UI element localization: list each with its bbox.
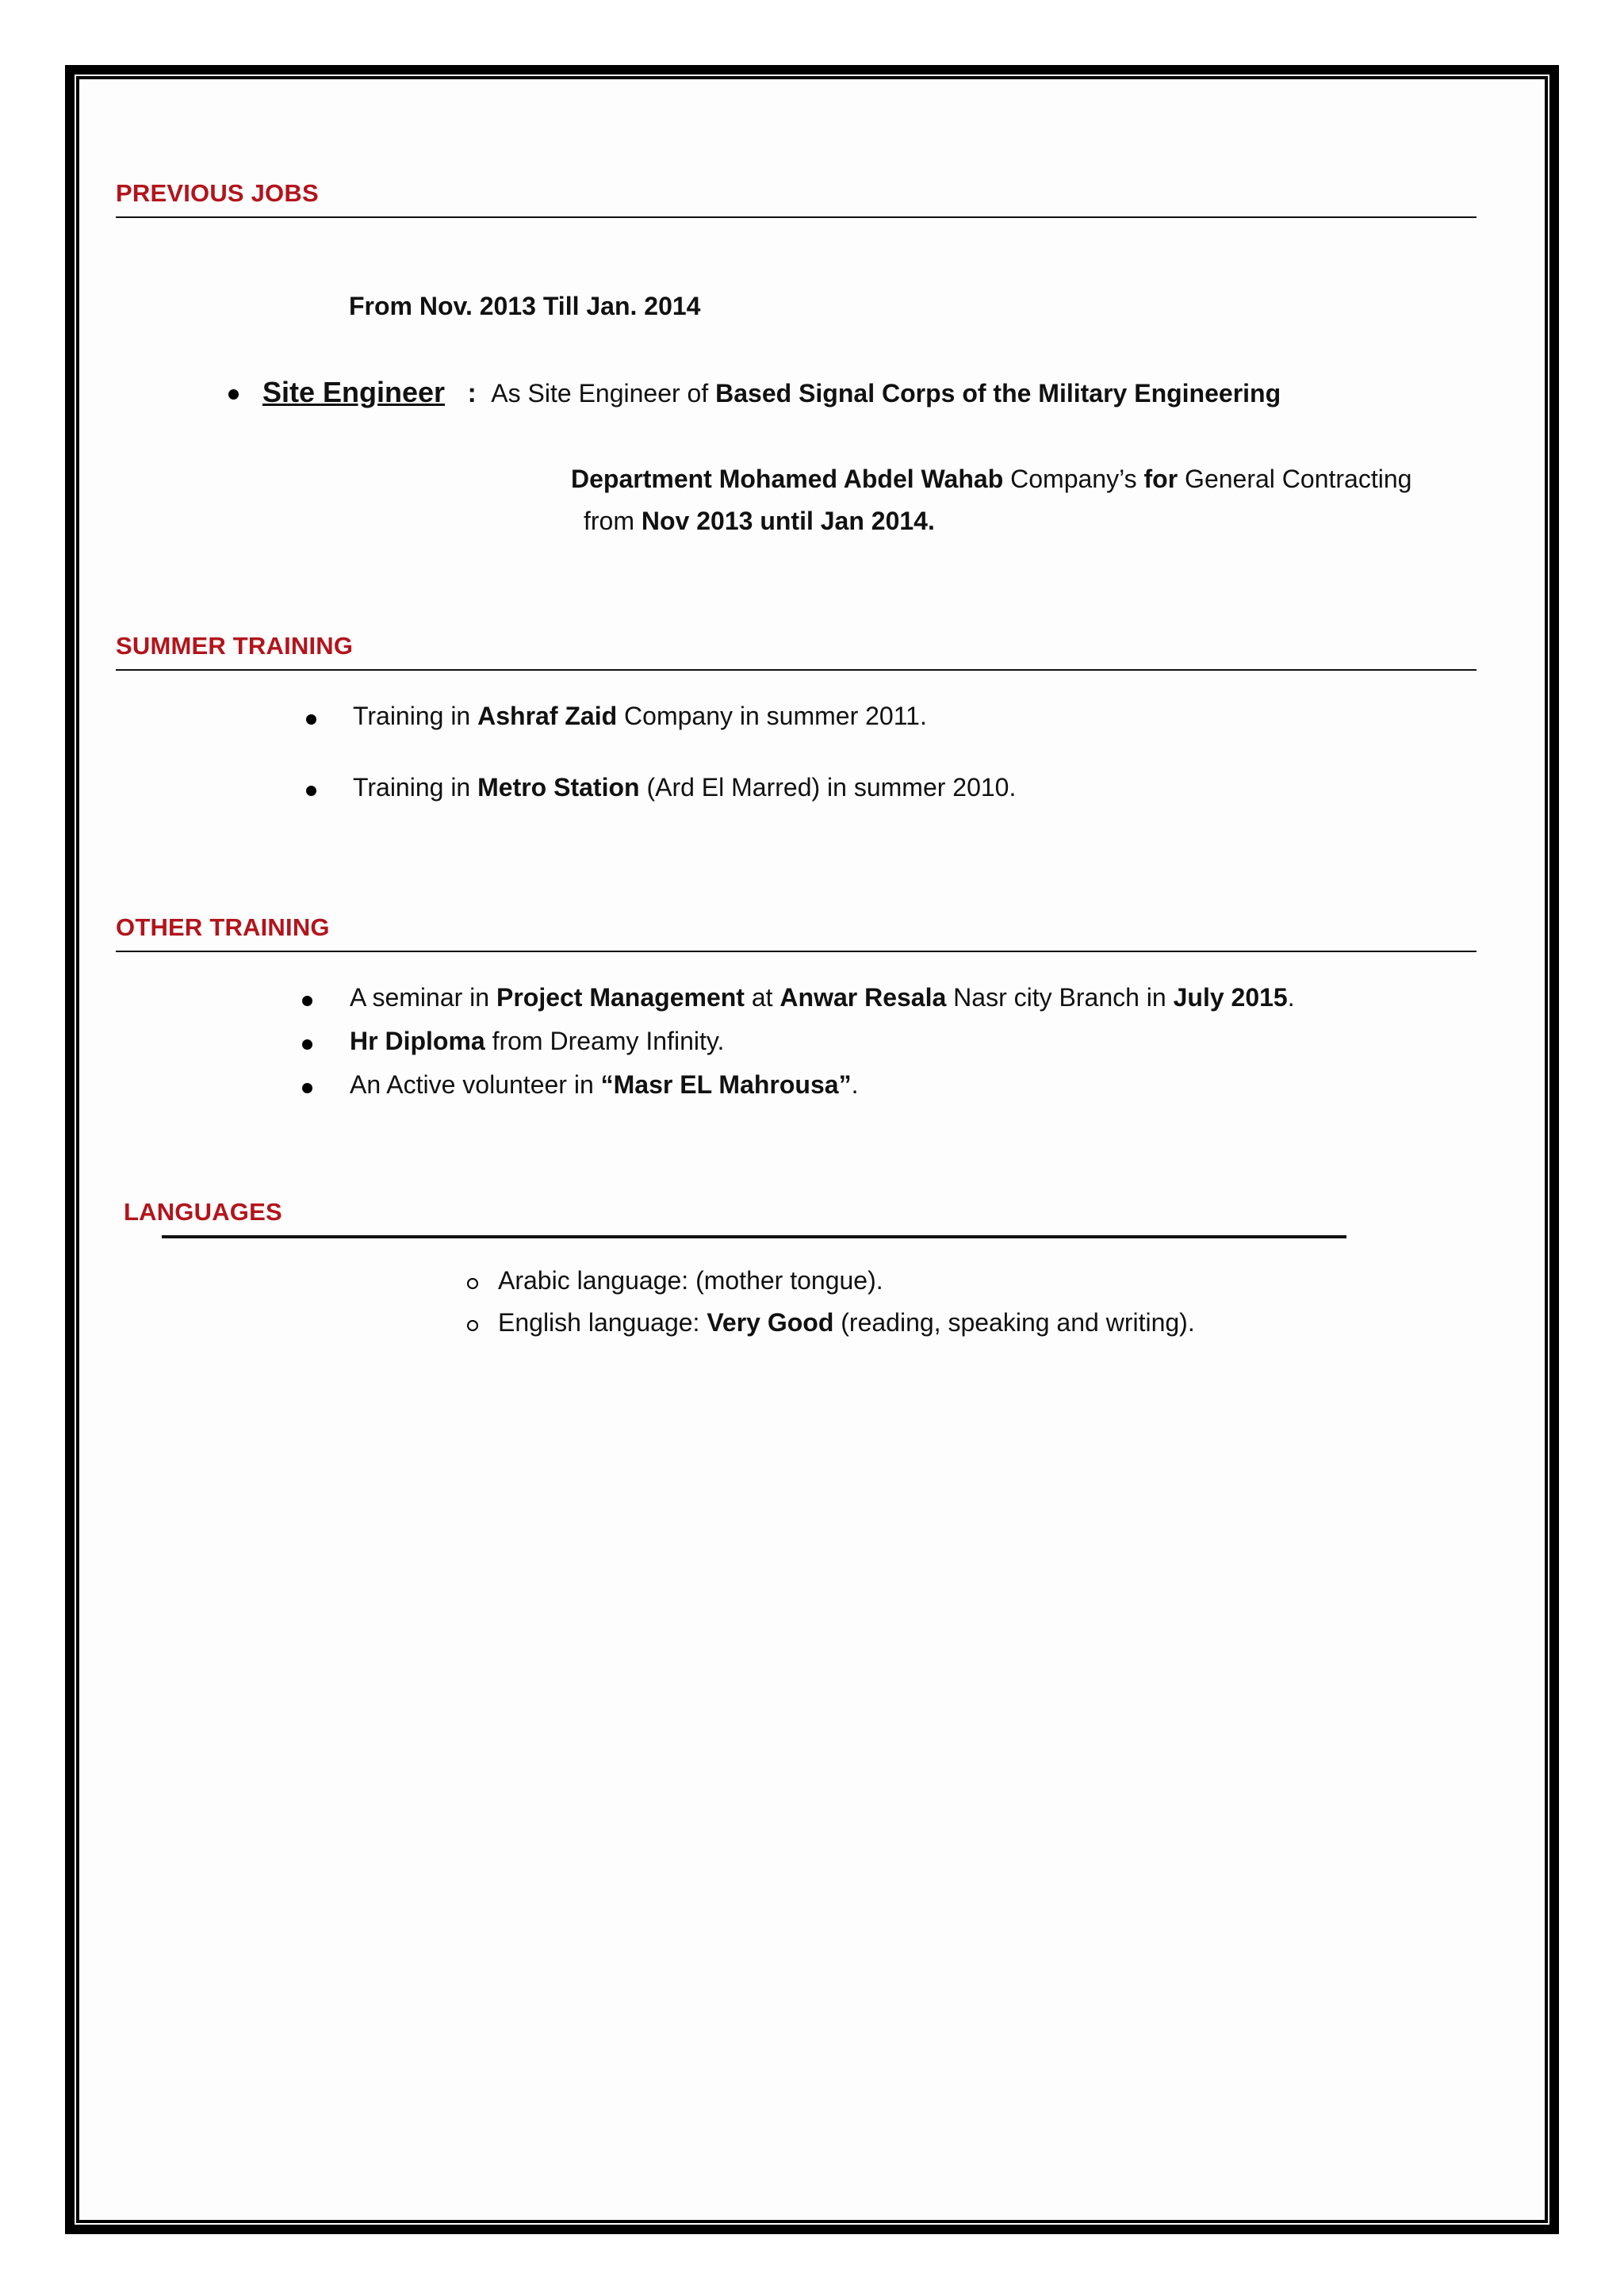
list-item-text: An Active volunteer in xyxy=(350,1070,601,1099)
job-for-text: for xyxy=(1143,465,1178,493)
bullet-icon xyxy=(228,389,239,400)
list-item xyxy=(353,773,1016,802)
list-item-bold: Project Management xyxy=(496,983,745,1012)
section-heading-other-training: OTHER TRAINING xyxy=(116,913,330,941)
list-item-bold: Ashraf Zaid xyxy=(477,702,618,730)
list-item-text: A seminar in xyxy=(350,983,496,1012)
list-item-text: Arabic language: (mother tongue). xyxy=(498,1266,883,1295)
list-item-bold: Very Good xyxy=(707,1308,834,1337)
job-colon: : xyxy=(467,378,477,408)
job-entry-line1 xyxy=(262,376,1281,409)
list-item-text: (Ard El Marred) in summer 2010. xyxy=(639,773,1017,802)
list-item-text: Training in xyxy=(353,702,478,730)
bullet-icon xyxy=(302,996,312,1006)
list-item-text: (reading, speaking and writing). xyxy=(833,1308,1195,1337)
list-item xyxy=(350,983,1295,1012)
section-heading-languages: LANGUAGES xyxy=(124,1198,282,1226)
bullet-icon xyxy=(306,786,316,796)
job-from-text: from xyxy=(584,507,642,535)
list-item-bold: Anwar Resala xyxy=(779,983,947,1012)
list-item-text: English language: xyxy=(498,1308,707,1337)
job-contracting-text: General Contracting xyxy=(1178,465,1412,493)
list-item-bold: “Masr EL Mahrousa” xyxy=(600,1070,852,1099)
list-item xyxy=(353,702,927,731)
job-desc-employer: Based Signal Corps of the Military Engineering xyxy=(715,379,1281,408)
section-divider xyxy=(162,1235,1346,1238)
job-department: Department Mohamed Abdel Wahab xyxy=(571,465,1004,493)
list-item-text: at xyxy=(744,983,780,1012)
bullet-icon xyxy=(306,714,316,725)
list-item-text: from Dreamy Infinity. xyxy=(485,1027,725,1055)
bullet-icon xyxy=(302,1083,312,1093)
list-item-bold: July 2015 xyxy=(1173,983,1288,1012)
job-company-text: Company’s xyxy=(1003,465,1144,493)
job-period: From Nov. 2013 Till Jan. 2014 xyxy=(349,292,701,320)
job-entry-line3 xyxy=(584,507,935,536)
list-item-text: Company in summer 2011. xyxy=(617,702,927,730)
list-item-text: . xyxy=(851,1070,859,1099)
job-desc-prefix: As Site Engineer of xyxy=(491,379,716,408)
job-title: Site Engineer xyxy=(262,376,446,408)
section-divider xyxy=(116,669,1477,671)
circle-bullet-icon xyxy=(467,1320,478,1331)
list-item-text: . xyxy=(1287,983,1295,1012)
list-item xyxy=(498,1266,883,1295)
section-heading-summer-training: SUMMER TRAINING xyxy=(116,632,354,660)
job-dates: Nov 2013 until Jan 2014. xyxy=(641,507,935,535)
list-item-text: Training in xyxy=(353,773,478,802)
list-item-text: Nasr city Branch in xyxy=(946,983,1174,1012)
list-item xyxy=(498,1308,1195,1337)
section-divider xyxy=(116,951,1477,952)
section-divider xyxy=(116,216,1477,218)
bullet-icon xyxy=(302,1039,312,1050)
list-item-bold: Hr Diploma xyxy=(350,1027,485,1055)
list-item xyxy=(350,1070,858,1100)
circle-bullet-icon xyxy=(467,1278,478,1289)
list-item-bold: Metro Station xyxy=(477,773,640,802)
section-heading-previous-jobs: PREVIOUS JOBS xyxy=(116,179,319,207)
list-item xyxy=(350,1027,724,1056)
job-entry-line2 xyxy=(571,465,1411,494)
